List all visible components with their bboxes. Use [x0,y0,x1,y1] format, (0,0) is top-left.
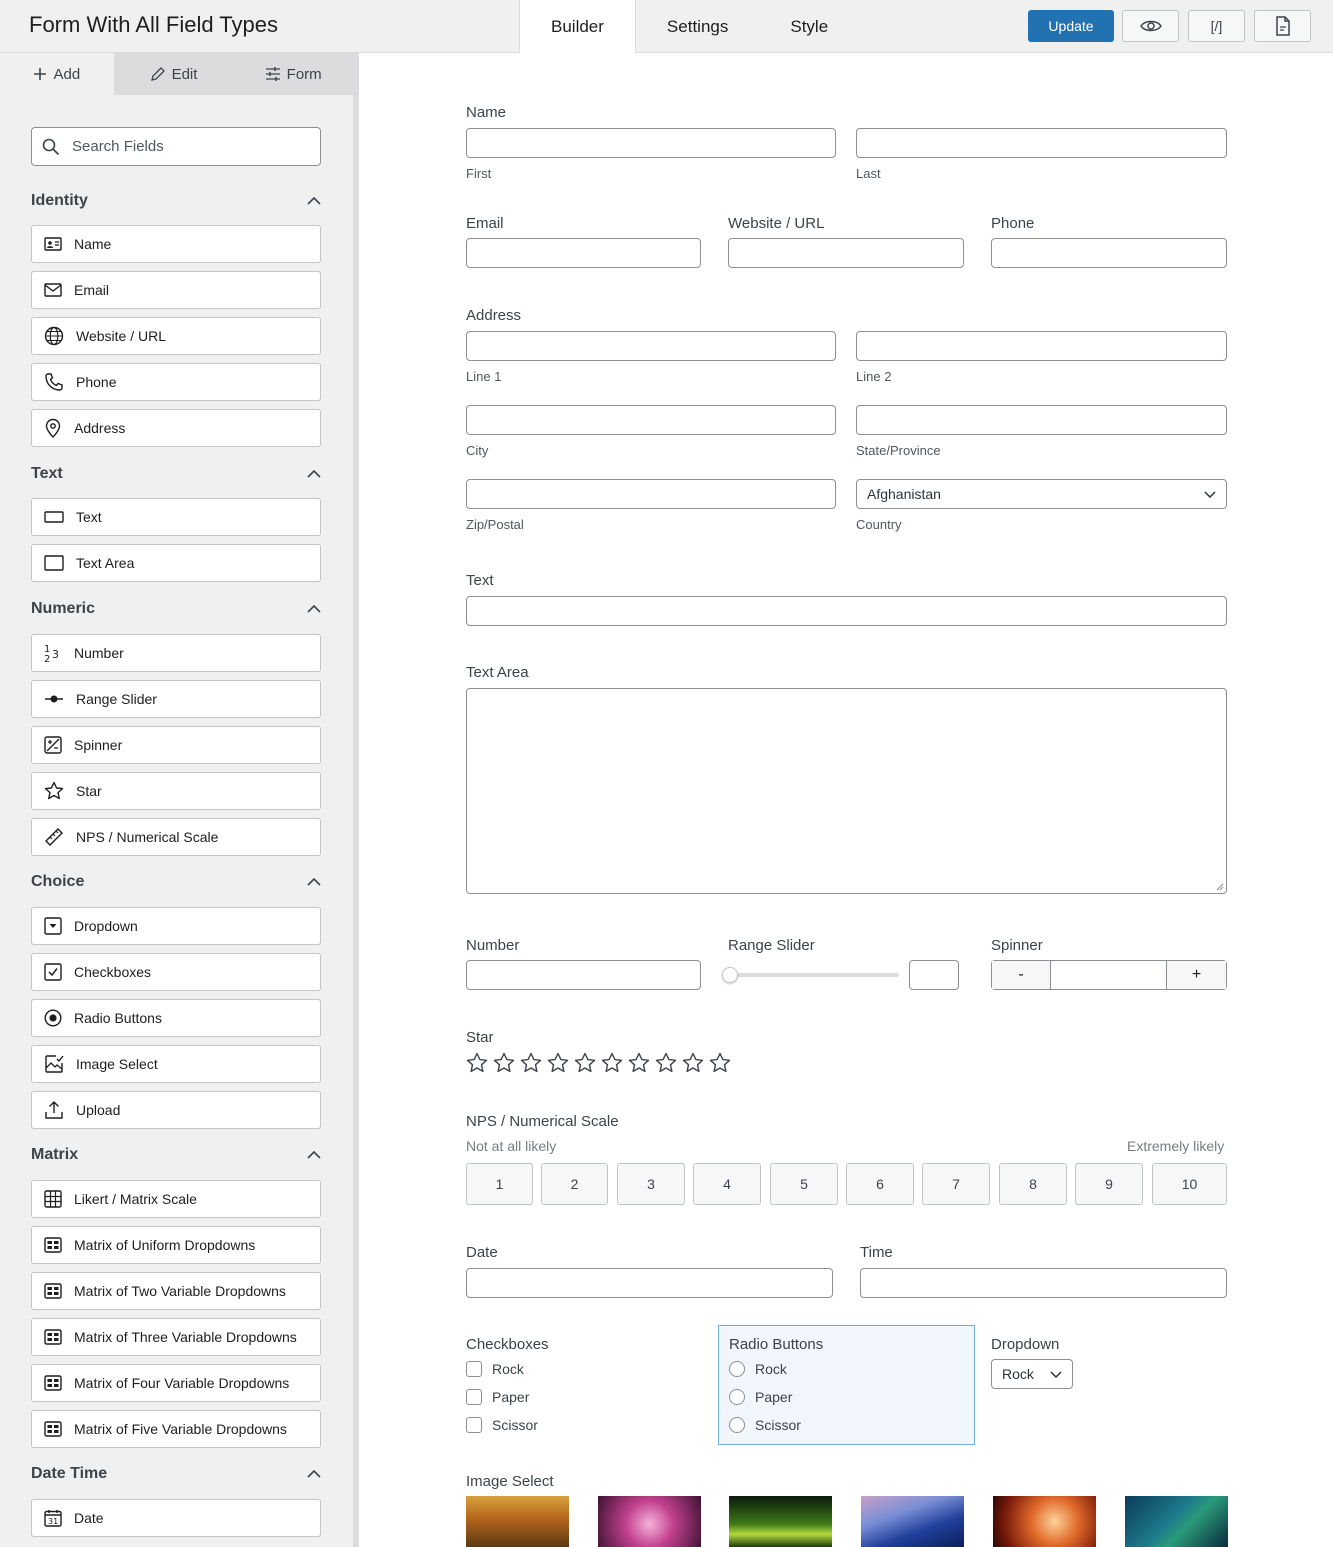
range-thumb[interactable] [722,967,738,983]
star-label: Star [466,1029,494,1046]
tab-style[interactable]: Style [790,16,829,36]
sidebar-item-text-area[interactable] [31,544,321,582]
text-label: Text [466,572,494,589]
checkbox-icon [44,963,62,981]
sidebar-item-dropdown[interactable] [31,907,321,945]
date-input[interactable] [466,1268,833,1298]
chevron-up-icon [307,605,321,613]
matrix-dropdown-icon [44,1283,62,1299]
matrix-dropdown-icon [44,1237,62,1253]
address-line1-input[interactable] [466,331,836,361]
time-input[interactable] [860,1268,1227,1298]
nps-option[interactable]: 4 [693,1163,761,1205]
chevron-up-icon [307,1470,321,1478]
checkbox[interactable] [466,1361,482,1377]
line2-sublabel: Line 2 [856,369,892,384]
field-sidebar [0,53,353,1547]
phone-icon [44,372,64,392]
group-matrix[interactable] [31,1144,321,1166]
sidebar-item-name[interactable] [31,225,321,263]
nps-high-label: Extremely likely [1127,1138,1225,1154]
address-line2-input[interactable] [856,331,1227,361]
address-label: Address [466,307,522,324]
state-input[interactable] [856,405,1227,435]
eye-icon [1140,19,1162,33]
website-label: Website / URL [728,215,825,232]
sidebar-item-label: Likert / Matrix Scale [74,1191,197,1207]
nps-option[interactable]: 2 [541,1163,608,1205]
sidebar-item-label: Matrix of Four Variable Dropdowns [74,1375,290,1391]
envelope-icon [44,283,62,297]
sidebar-item-label: Address [74,420,126,436]
range-value-input[interactable] [909,960,959,990]
group-numeric-title: Numeric [31,600,96,617]
sidebar-item-checkboxes[interactable] [31,953,321,991]
sidebar-item-website[interactable] [31,317,321,355]
sidebar-item-phone[interactable] [31,363,321,401]
first-name-input[interactable] [466,128,836,158]
star-rating-star[interactable] [574,1052,596,1074]
city-sublabel: City [466,443,489,458]
time-label: Time [860,1244,893,1261]
dropdown-value: Rock [1002,1366,1034,1382]
group-date-time-title: Date Time [31,1465,108,1482]
sidebar-item-star[interactable] [31,772,321,810]
entries-button[interactable] [1254,10,1311,42]
svg-text:31: 31 [48,1517,59,1526]
sidebar-item-number[interactable] [31,634,321,672]
checkbox-option-label: Paper [492,1389,530,1405]
star-rating-star[interactable] [682,1052,704,1074]
country-value: Afghanistan [867,486,941,502]
radio-option-label: Rock [755,1361,787,1377]
radio-option-label: Paper [755,1389,793,1405]
sidebar-item-text[interactable] [31,498,321,536]
chevron-down-icon [1050,1371,1062,1378]
textarea-input[interactable] [466,688,1227,894]
matrix-dropdown-icon [44,1421,62,1437]
image-option-red-canyon[interactable] [993,1496,1096,1547]
star-rating-star[interactable] [709,1052,731,1074]
text-area-icon [44,555,64,571]
nps-option[interactable]: 1 [466,1163,533,1205]
state-sublabel: State/Province [856,443,941,458]
sidebar-item-label: Text Area [76,555,135,571]
update-button[interactable]: Update [1028,10,1114,42]
sidebar-item-range-slider[interactable] [31,680,321,718]
radio[interactable] [729,1389,745,1405]
grid-icon [44,1190,62,1208]
sidebar-item-matrix-uniform[interactable] [31,1226,321,1264]
spinner-input[interactable] [1051,961,1167,989]
calendar-icon [44,1509,62,1527]
radio-option[interactable] [729,1361,787,1377]
sidebar-item-label: Matrix of Uniform Dropdowns [74,1237,256,1253]
sidebar-item-address[interactable] [31,409,321,447]
nps-low-label: Not at all likely [466,1138,557,1154]
sidebar-item-matrix-three[interactable] [31,1318,321,1356]
sidebar-item-likert[interactable] [31,1180,321,1218]
search-icon [42,138,60,156]
slider-icon [44,694,64,704]
sidebar-item-label: Matrix of Two Variable Dropdowns [74,1283,286,1299]
sidebar-item-label: Image Select [76,1056,158,1072]
document-icon [1275,16,1291,36]
sidebar-tab-edit-label: Edit [171,65,198,83]
checkboxes-label: Checkboxes [466,1336,549,1353]
number-label: Number [466,937,520,954]
textarea-label: Text Area [466,664,529,681]
embed-code-button[interactable] [1188,10,1245,42]
radio-option[interactable] [729,1417,801,1433]
tab-settings[interactable]: Settings [666,16,729,36]
star-rating-star[interactable] [601,1052,623,1074]
sidebar-tab-edit[interactable] [114,53,234,95]
group-text[interactable] [31,463,321,485]
search-fields-input[interactable] [31,127,321,166]
spinner-label: Spinner [991,937,1043,954]
code-icon: [/] [1210,18,1223,34]
checkbox[interactable] [466,1417,482,1433]
sidebar-item-label: Checkboxes [74,964,152,980]
website-input[interactable] [728,238,964,268]
sidebar-item-email[interactable] [31,271,321,309]
group-identity-title: Identity [31,192,88,209]
matrix-dropdown-icon [44,1329,62,1345]
sidebar-item-label: Name [74,236,112,252]
sidebar-item-radio-buttons[interactable] [31,999,321,1037]
phone-input[interactable] [991,238,1227,268]
checkbox[interactable] [466,1389,482,1405]
image-option-green-grass[interactable] [729,1496,832,1547]
nps-option[interactable]: 10 [1152,1163,1227,1205]
group-text-title: Text [31,465,63,482]
spinner-plus-button[interactable]: + [1167,961,1226,989]
group-identity[interactable] [31,190,321,212]
country-select[interactable] [856,479,1227,509]
chevron-up-icon [307,1151,321,1159]
globe-icon [44,326,64,346]
sidebar-item-matrix-five[interactable] [31,1410,321,1448]
sidebar-item-label: Text [76,509,102,525]
last-sublabel: Last [856,166,881,181]
sidebar-tab-add-label: Add [53,65,81,83]
image-option-pink-flower[interactable] [598,1496,701,1547]
star-rating [466,1052,731,1074]
checkbox-option-label: Rock [492,1361,524,1377]
star-rating-star[interactable] [655,1052,677,1074]
sidebar-item-label: Matrix of Five Variable Dropdowns [74,1421,287,1437]
star-rating-star[interactable] [547,1052,569,1074]
spinner-control [991,960,1227,990]
range-track[interactable] [728,973,899,977]
text-input[interactable] [466,596,1227,626]
sidebar-item-label: Number [74,645,124,661]
sidebar-tabs [0,53,353,95]
nps-option[interactable]: 9 [1075,1163,1143,1205]
spinner-minus-button[interactable]: - [992,961,1051,989]
image-select-label: Image Select [466,1473,554,1490]
sidebar-item-matrix-four[interactable] [31,1364,321,1402]
phone-label: Phone [991,215,1035,232]
top-bar [0,0,1333,53]
range-label: Range Slider [728,937,815,954]
sidebar-tab-form-label: Form [286,65,322,83]
name-label: Name [466,104,507,121]
sidebar-item-label: NPS / Numerical Scale [76,829,219,845]
numbers-icon [44,643,62,663]
group-choice[interactable] [31,871,321,893]
form-title: Form With All Field Types [29,12,278,37]
group-date-time[interactable] [31,1463,321,1485]
sidebar-item-matrix-two[interactable] [31,1272,321,1310]
image-select-icon [44,1054,64,1074]
sidebar-item-label: Email [74,282,110,298]
group-numeric[interactable] [31,598,321,620]
sidebar-tab-add[interactable] [0,53,114,95]
number-input[interactable] [466,960,701,990]
star-icon [44,781,64,801]
nps-option[interactable]: 8 [999,1163,1067,1205]
svg-text:1: 1 [44,644,51,655]
sidebar-item-label: Radio Buttons [74,1010,162,1026]
plus-icon [33,67,47,81]
radio[interactable] [729,1361,745,1377]
image-option-tree-sunset[interactable] [466,1496,569,1547]
checkbox-option[interactable] [466,1417,538,1433]
preview-button[interactable] [1122,10,1179,42]
sidebar-item-label: Dropdown [74,918,138,934]
radio-option[interactable] [729,1389,792,1405]
nps-option[interactable]: 3 [617,1163,685,1205]
id-card-icon [44,237,62,251]
zip-sublabel: Zip/Postal [466,517,524,532]
chevron-up-icon [307,197,321,205]
sidebar-item-label: Website / URL [76,328,166,344]
sidebar-item-label: Star [76,783,102,799]
nps-option[interactable]: 7 [922,1163,990,1205]
sidebar-item-date[interactable] [31,1499,321,1537]
sidebar-tab-form[interactable] [233,53,353,95]
last-name-input[interactable] [856,128,1227,158]
svg-text:2: 2 [44,654,51,663]
search-placeholder: Search Fields [72,138,164,155]
tab-builder[interactable]: Builder [519,0,636,54]
checkbox-option[interactable] [466,1361,524,1377]
ruler-icon [44,827,64,847]
sidebar-item-label: Matrix of Three Variable Dropdowns [74,1329,297,1345]
star-rating-star[interactable] [520,1052,542,1074]
builder-tabs [519,0,859,53]
radio[interactable] [729,1417,745,1433]
pencil-icon [150,66,166,82]
sidebar-item-label: Phone [76,374,117,390]
matrix-dropdown-icon [44,1375,62,1391]
sidebar-item-label: Upload [76,1102,121,1118]
sidebar-item-upload[interactable] [31,1091,321,1129]
spinner-icon [44,736,62,754]
star-rating-star[interactable] [628,1052,650,1074]
dropdown-icon [44,917,62,935]
sidebar-item-image-select[interactable] [31,1045,321,1083]
nps-option[interactable]: 5 [770,1163,838,1205]
sidebar-item-label: Spinner [74,737,123,753]
dropdown-label: Dropdown [991,1336,1060,1353]
image-option-teal-feather[interactable] [1125,1496,1228,1547]
email-input[interactable] [466,238,701,268]
chevron-down-icon [1204,491,1216,498]
sliders-icon [265,67,281,81]
checkbox-option-label: Scissor [492,1417,538,1433]
sidebar-item-label: Range Slider [76,691,157,707]
map-pin-icon [44,418,62,438]
email-label: Email [466,215,504,232]
nps-label: NPS / Numerical Scale [466,1113,619,1130]
text-input-icon [44,511,64,523]
nps-option[interactable]: 6 [846,1163,914,1205]
chevron-up-icon [307,470,321,478]
date-label: Date [466,1244,498,1261]
sidebar-item-label: Date [74,1510,104,1526]
image-option-blue-mountain[interactable] [861,1496,964,1547]
group-matrix-title: Matrix [31,1146,79,1163]
star-rating-star[interactable] [493,1052,515,1074]
checkbox-option[interactable] [466,1389,529,1405]
radio-option-label: Scissor [755,1417,801,1433]
upload-icon [44,1100,64,1120]
radio-icon [44,1009,62,1027]
chevron-up-icon [307,878,321,886]
sidebar-item-nps[interactable] [31,818,321,856]
city-input[interactable] [466,405,836,435]
star-rating-star[interactable] [466,1052,488,1074]
dropdown-select[interactable] [991,1359,1073,1389]
country-sublabel: Country [856,517,902,532]
resize-grip-icon [1216,883,1224,891]
line1-sublabel: Line 1 [466,369,502,384]
group-choice-title: Choice [31,873,85,890]
radio-buttons-label: Radio Buttons [729,1336,824,1353]
svg-text:3: 3 [52,648,59,661]
zip-input[interactable] [466,479,836,509]
sidebar-item-spinner[interactable] [31,726,321,764]
first-sublabel: First [466,166,492,181]
